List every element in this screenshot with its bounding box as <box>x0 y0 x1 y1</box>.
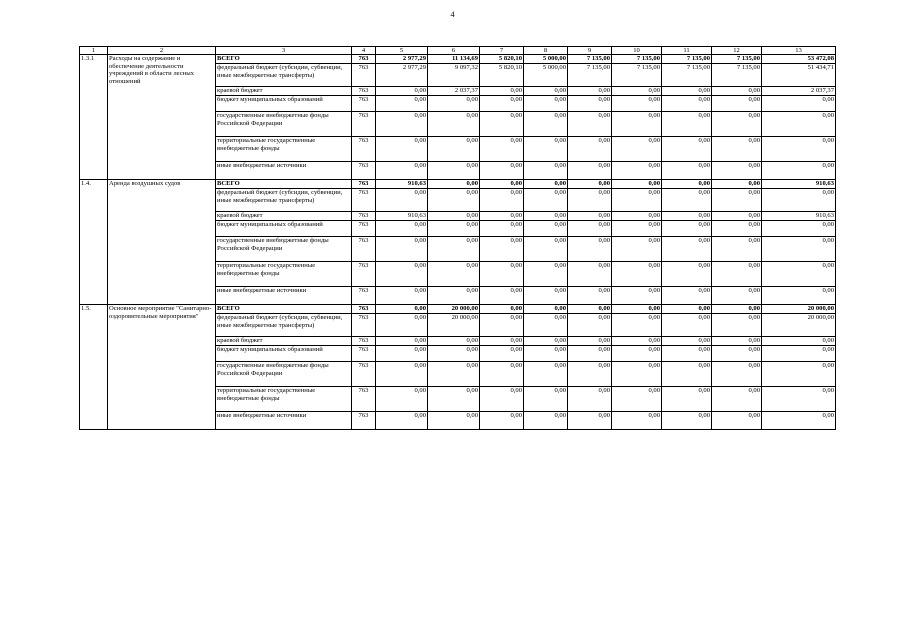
value-cell: 0,00 <box>428 287 480 305</box>
value-cell: 0,00 <box>712 287 762 305</box>
value-cell: 0,00 <box>480 221 524 237</box>
budget-table <box>79 46 836 430</box>
value-cell: 0,00 <box>662 262 712 287</box>
value-cell: 2 977,29 <box>376 55 428 64</box>
budget-code: 763 <box>352 55 376 64</box>
value-cell: 0,00 <box>612 180 662 189</box>
value-cell: 0,00 <box>480 362 524 387</box>
value-cell: 0,00 <box>568 314 612 337</box>
value-cell: 910,63 <box>376 180 428 189</box>
funding-source-label: ВСЕГО <box>216 180 352 189</box>
budget-code: 763 <box>352 189 376 212</box>
total-value-cell: 0,00 <box>762 337 836 346</box>
value-cell: 0,00 <box>524 87 568 96</box>
value-cell: 0,00 <box>524 137 568 162</box>
value-cell: 0,00 <box>712 180 762 189</box>
funding-source-label: бюджет муниципальных образований <box>216 221 352 237</box>
funding-source-label: иные внебюджетные источники <box>216 412 352 430</box>
budget-code: 763 <box>352 346 376 362</box>
budget-code: 763 <box>352 96 376 112</box>
value-cell: 0,00 <box>428 112 480 137</box>
value-cell: 0,00 <box>612 212 662 221</box>
value-cell: 0,00 <box>524 387 568 412</box>
value-cell: 0,00 <box>480 162 524 180</box>
value-cell: 0,00 <box>568 287 612 305</box>
value-cell: 0,00 <box>568 221 612 237</box>
value-cell: 0,00 <box>568 305 612 314</box>
budget-code: 763 <box>352 112 376 137</box>
value-cell: 0,00 <box>712 221 762 237</box>
value-cell: 0,00 <box>480 87 524 96</box>
value-cell: 5 820,10 <box>480 55 524 64</box>
value-cell: 0,00 <box>712 87 762 96</box>
value-cell: 0,00 <box>524 96 568 112</box>
budget-code: 763 <box>352 362 376 387</box>
value-cell: 0,00 <box>428 337 480 346</box>
total-value-cell: 0,00 <box>762 262 836 287</box>
funding-source-label: краевой бюджет <box>216 337 352 346</box>
value-cell: 0,00 <box>480 305 524 314</box>
value-cell: 0,00 <box>524 112 568 137</box>
funding-source-label: государственные внебюджетные фонды Российской Федерации <box>216 112 352 137</box>
total-value-cell: 0,00 <box>762 162 836 180</box>
budget-code: 763 <box>352 337 376 346</box>
value-cell: 0,00 <box>376 387 428 412</box>
value-cell: 0,00 <box>712 387 762 412</box>
value-cell: 0,00 <box>712 137 762 162</box>
value-cell: 0,00 <box>480 237 524 262</box>
value-cell: 0,00 <box>612 305 662 314</box>
value-cell: 0,00 <box>662 387 712 412</box>
value-cell: 910,63 <box>376 212 428 221</box>
value-cell: 0,00 <box>376 412 428 430</box>
total-value-cell: 0,00 <box>762 221 836 237</box>
value-cell: 7 135,00 <box>568 55 612 64</box>
page-number: 4 <box>450 10 455 19</box>
total-value-cell: 53 472,08 <box>762 55 836 64</box>
value-cell: 0,00 <box>568 137 612 162</box>
value-cell: 0,00 <box>428 346 480 362</box>
value-cell: 0,00 <box>712 305 762 314</box>
value-cell: 0,00 <box>712 262 762 287</box>
value-cell: 0,00 <box>712 237 762 262</box>
funding-source-label: ВСЕГО <box>216 305 352 314</box>
section-title: Расходы на содержание и обеспечение деятельности учреждений в области лесных отношений <box>108 55 216 180</box>
value-cell: 0,00 <box>376 87 428 96</box>
value-cell: 0,00 <box>568 262 612 287</box>
total-value-cell: 0,00 <box>762 346 836 362</box>
value-cell: 0,00 <box>524 162 568 180</box>
funding-source-label: краевой бюджет <box>216 87 352 96</box>
value-cell: 2 977,29 <box>376 64 428 87</box>
value-cell: 0,00 <box>612 87 662 96</box>
value-cell: 7 135,00 <box>568 64 612 87</box>
value-cell: 0,00 <box>612 237 662 262</box>
value-cell: 0,00 <box>524 346 568 362</box>
value-cell: 0,00 <box>376 262 428 287</box>
total-value-cell: 0,00 <box>762 96 836 112</box>
section-title: Основное мероприятие "Санитарно-оздоровительные мероприятия" <box>108 305 216 430</box>
value-cell: 0,00 <box>376 162 428 180</box>
value-cell: 0,00 <box>568 387 612 412</box>
budget-code: 763 <box>352 412 376 430</box>
total-value-cell: 2 037,37 <box>762 87 836 96</box>
header-cell: 5 <box>376 47 428 55</box>
value-cell: 0,00 <box>376 221 428 237</box>
value-cell: 0,00 <box>662 337 712 346</box>
value-cell: 0,00 <box>612 362 662 387</box>
value-cell: 0,00 <box>662 237 712 262</box>
value-cell: 0,00 <box>480 96 524 112</box>
value-cell: 5 000,00 <box>524 55 568 64</box>
value-cell: 0,00 <box>428 96 480 112</box>
budget-code: 763 <box>352 87 376 96</box>
value-cell: 0,00 <box>568 337 612 346</box>
value-cell: 0,00 <box>662 180 712 189</box>
header-cell: 6 <box>428 47 480 55</box>
total-value-cell: 910,63 <box>762 180 836 189</box>
value-cell: 0,00 <box>480 387 524 412</box>
value-cell: 0,00 <box>428 362 480 387</box>
header-cell: 3 <box>216 47 352 55</box>
value-cell: 0,00 <box>662 137 712 162</box>
header-cell: 7 <box>480 47 524 55</box>
value-cell: 0,00 <box>662 221 712 237</box>
value-cell: 0,00 <box>662 212 712 221</box>
section-number: 1.4. <box>80 180 108 305</box>
value-cell: 0,00 <box>524 314 568 337</box>
value-cell: 7 135,00 <box>662 64 712 87</box>
value-cell: 0,00 <box>376 346 428 362</box>
header-cell: 1 <box>80 47 108 55</box>
value-cell: 0,00 <box>662 346 712 362</box>
value-cell: 0,00 <box>480 189 524 212</box>
value-cell: 0,00 <box>376 137 428 162</box>
funding-source-label: ВСЕГО <box>216 55 352 64</box>
header-cell: 13 <box>762 47 836 55</box>
header-cell: 12 <box>712 47 762 55</box>
value-cell: 0,00 <box>480 346 524 362</box>
value-cell: 0,00 <box>612 221 662 237</box>
budget-code: 763 <box>352 137 376 162</box>
budget-code: 763 <box>352 287 376 305</box>
total-value-cell: 910,63 <box>762 212 836 221</box>
funding-source-label: государственные внебюджетные фонды Российской Федерации <box>216 237 352 262</box>
value-cell: 0,00 <box>524 237 568 262</box>
budget-code: 763 <box>352 237 376 262</box>
value-cell: 7 135,00 <box>712 64 762 87</box>
value-cell: 9 097,32 <box>428 64 480 87</box>
funding-source-label: иные внебюджетные источники <box>216 162 352 180</box>
funding-source-label: федеральный бюджет (субсидии, субвенции, иные межбюджетные трансферты) <box>216 189 352 212</box>
budget-code: 763 <box>352 212 376 221</box>
header-row <box>80 47 836 55</box>
value-cell: 0,00 <box>568 412 612 430</box>
value-cell: 0,00 <box>524 287 568 305</box>
value-cell: 0,00 <box>524 189 568 212</box>
section-number: 1.3.1 <box>80 55 108 180</box>
budget-code: 763 <box>352 64 376 87</box>
value-cell: 7 135,00 <box>662 55 712 64</box>
value-cell: 0,00 <box>428 412 480 430</box>
value-cell: 0,00 <box>480 262 524 287</box>
total-value-cell: 20 000,00 <box>762 305 836 314</box>
funding-source-label: федеральный бюджет (субсидии, субвенции, иные межбюджетные трансферты) <box>216 64 352 87</box>
header-cell: 4 <box>352 47 376 55</box>
value-cell: 0,00 <box>428 212 480 221</box>
value-cell: 0,00 <box>712 112 762 137</box>
total-value-cell: 0,00 <box>762 137 836 162</box>
value-cell: 0,00 <box>524 362 568 387</box>
funding-source-label: территориальные государственные внебюджетные фонды <box>216 262 352 287</box>
value-cell: 0,00 <box>662 96 712 112</box>
value-cell: 0,00 <box>612 162 662 180</box>
total-value-cell: 0,00 <box>762 387 836 412</box>
value-cell: 0,00 <box>428 180 480 189</box>
value-cell: 0,00 <box>524 305 568 314</box>
value-cell: 0,00 <box>568 112 612 137</box>
budget-code: 763 <box>352 305 376 314</box>
value-cell: 0,00 <box>612 96 662 112</box>
value-cell: 0,00 <box>662 162 712 180</box>
value-cell: 0,00 <box>376 314 428 337</box>
value-cell: 0,00 <box>662 189 712 212</box>
value-cell: 7 135,00 <box>612 64 662 87</box>
value-cell: 0,00 <box>612 137 662 162</box>
value-cell: 0,00 <box>612 387 662 412</box>
value-cell: 0,00 <box>712 362 762 387</box>
value-cell: 0,00 <box>376 96 428 112</box>
value-cell: 0,00 <box>480 287 524 305</box>
value-cell: 0,00 <box>480 112 524 137</box>
value-cell: 0,00 <box>712 412 762 430</box>
value-cell: 0,00 <box>428 262 480 287</box>
value-cell: 0,00 <box>428 137 480 162</box>
value-cell: 0,00 <box>568 180 612 189</box>
value-cell: 0,00 <box>662 287 712 305</box>
table-row-total <box>80 180 836 189</box>
value-cell: 20 000,00 <box>428 314 480 337</box>
header-cell: 11 <box>662 47 712 55</box>
value-cell: 0,00 <box>568 96 612 112</box>
value-cell: 0,00 <box>662 412 712 430</box>
value-cell: 0,00 <box>524 337 568 346</box>
value-cell: 0,00 <box>524 212 568 221</box>
budget-code: 763 <box>352 180 376 189</box>
value-cell: 0,00 <box>428 189 480 212</box>
value-cell: 0,00 <box>712 314 762 337</box>
value-cell: 0,00 <box>524 180 568 189</box>
section-title: Аренда воздушных судов <box>108 180 216 305</box>
total-value-cell: 0,00 <box>762 362 836 387</box>
table-row-total <box>80 55 836 64</box>
value-cell: 0,00 <box>612 346 662 362</box>
value-cell: 0,00 <box>662 305 712 314</box>
value-cell: 0,00 <box>712 189 762 212</box>
budget-code: 763 <box>352 162 376 180</box>
value-cell: 2 037,37 <box>428 87 480 96</box>
value-cell: 0,00 <box>480 180 524 189</box>
value-cell: 0,00 <box>568 212 612 221</box>
budget-code: 763 <box>352 262 376 287</box>
budget-code: 763 <box>352 221 376 237</box>
value-cell: 0,00 <box>568 346 612 362</box>
value-cell: 0,00 <box>712 96 762 112</box>
value-cell: 0,00 <box>612 262 662 287</box>
value-cell: 0,00 <box>480 337 524 346</box>
value-cell: 0,00 <box>376 189 428 212</box>
value-cell: 0,00 <box>428 387 480 412</box>
value-cell: 0,00 <box>612 412 662 430</box>
header-cell: 9 <box>568 47 612 55</box>
value-cell: 0,00 <box>712 337 762 346</box>
funding-source-label: территориальные государственные внебюджетные фонды <box>216 137 352 162</box>
total-value-cell: 20 000,00 <box>762 314 836 337</box>
value-cell: 0,00 <box>480 412 524 430</box>
header-cell: 10 <box>612 47 662 55</box>
funding-source-label: бюджет муниципальных образований <box>216 346 352 362</box>
total-value-cell: 0,00 <box>762 287 836 305</box>
budget-code: 763 <box>352 314 376 337</box>
value-cell: 5 820,10 <box>480 64 524 87</box>
table-row-total <box>80 305 836 314</box>
value-cell: 0,00 <box>568 87 612 96</box>
value-cell: 0,00 <box>612 112 662 137</box>
funding-source-label: территориальные государственные внебюджетные фонды <box>216 387 352 412</box>
value-cell: 0,00 <box>712 162 762 180</box>
value-cell: 0,00 <box>524 412 568 430</box>
value-cell: 0,00 <box>612 314 662 337</box>
funding-source-label: бюджет муниципальных образований <box>216 96 352 112</box>
value-cell: 0,00 <box>376 337 428 346</box>
total-value-cell: 0,00 <box>762 189 836 212</box>
value-cell: 0,00 <box>376 237 428 262</box>
value-cell: 0,00 <box>428 221 480 237</box>
header-cell: 8 <box>524 47 568 55</box>
value-cell: 0,00 <box>524 221 568 237</box>
total-value-cell: 0,00 <box>762 237 836 262</box>
value-cell: 11 134,69 <box>428 55 480 64</box>
value-cell: 0,00 <box>568 189 612 212</box>
value-cell: 0,00 <box>428 162 480 180</box>
value-cell: 0,00 <box>712 212 762 221</box>
value-cell: 0,00 <box>376 305 428 314</box>
total-value-cell: 0,00 <box>762 112 836 137</box>
value-cell: 0,00 <box>662 87 712 96</box>
value-cell: 0,00 <box>612 287 662 305</box>
value-cell: 0,00 <box>612 337 662 346</box>
total-value-cell: 0,00 <box>762 412 836 430</box>
budget-code: 763 <box>352 387 376 412</box>
value-cell: 7 135,00 <box>612 55 662 64</box>
value-cell: 0,00 <box>612 189 662 212</box>
value-cell: 0,00 <box>480 212 524 221</box>
value-cell: 20 000,00 <box>428 305 480 314</box>
header-cell: 2 <box>108 47 216 55</box>
value-cell: 0,00 <box>712 346 762 362</box>
value-cell: 0,00 <box>428 237 480 262</box>
value-cell: 0,00 <box>376 112 428 137</box>
section-number: 1.5. <box>80 305 108 430</box>
funding-source-label: государственные внебюджетные фонды Российской Федерации <box>216 362 352 387</box>
value-cell: 0,00 <box>376 287 428 305</box>
value-cell: 0,00 <box>662 112 712 137</box>
total-value-cell: 51 434,71 <box>762 64 836 87</box>
value-cell: 0,00 <box>568 362 612 387</box>
funding-source-label: федеральный бюджет (субсидии, субвенции, иные межбюджетные трансферты) <box>216 314 352 337</box>
value-cell: 0,00 <box>480 314 524 337</box>
value-cell: 0,00 <box>376 362 428 387</box>
value-cell: 0,00 <box>480 137 524 162</box>
value-cell: 0,00 <box>662 314 712 337</box>
value-cell: 0,00 <box>568 237 612 262</box>
value-cell: 0,00 <box>568 162 612 180</box>
funding-source-label: иные внебюджетные источники <box>216 287 352 305</box>
funding-source-label: краевой бюджет <box>216 212 352 221</box>
value-cell: 0,00 <box>662 362 712 387</box>
value-cell: 5 000,00 <box>524 64 568 87</box>
value-cell: 0,00 <box>524 262 568 287</box>
value-cell: 7 135,00 <box>712 55 762 64</box>
